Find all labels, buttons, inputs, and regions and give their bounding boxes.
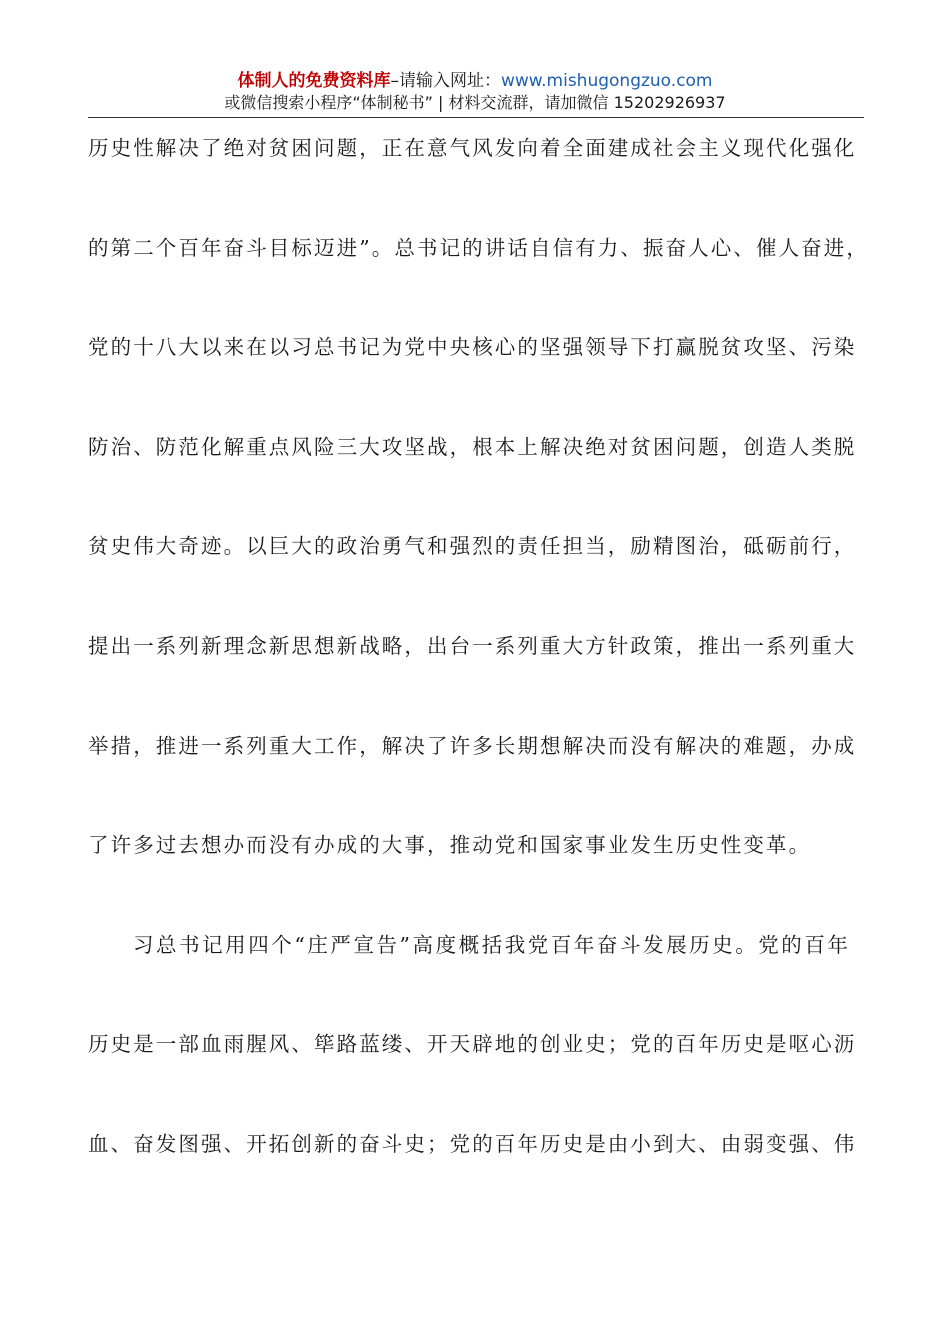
body-line-9-paragraph-start: 习总书记用四个“庄严宣告”高度概括我党百年奋斗发展历史。党的百年	[133, 932, 850, 957]
url-prompt: –请输入网址：	[390, 71, 501, 91]
body-text	[88, 126, 869, 1222]
site-name: 体制人的免费资料库	[237, 71, 391, 91]
body-line-2: 的第二个百年奋斗目标迈进”。总书记的讲话自信有力、振奋人心、催人奋进，	[88, 235, 869, 260]
body-line-6: 提出一系列新理念新思想新战略，出台一系列重大方针政策，推出一系列重大	[88, 633, 857, 658]
page-header	[0, 70, 950, 114]
header-divider	[88, 117, 864, 118]
body-line-4: 防治、防范化解重点风险三大攻坚战，根本上解决绝对贫困问题，创造人类脱	[88, 434, 857, 459]
header-contact-line: 或微信搜索小程序“体制秘书” | 材料交流群，请加微信 15202926937	[224, 93, 726, 112]
body-line-7: 举措，推进一系列重大工作，解决了许多长期想解决而没有解决的难题，办成	[88, 733, 857, 758]
site-url-link[interactable]: www.mishugongzuo.com	[500, 71, 713, 91]
header-promo-line	[0, 70, 950, 92]
body-line-1: 历史性解决了绝对贫困问题，正在意气风发向着全面建成社会主义现代化强化	[88, 136, 857, 160]
body-line-5: 贫史伟大奇迹。以巨大的政治勇气和强烈的责任担当，励精图治，砥砺前行，	[88, 534, 857, 559]
body-line-11: 血、奋发图强、开拓创新的奋斗史；党的百年历史是由小到大、由弱变强、伟	[88, 1131, 857, 1156]
body-line-8-paragraph-end: 了许多过去想办而没有办成的大事，推动党和国家事业发生历史性变革。	[88, 833, 812, 858]
body-line-3: 党的十八大以来在以习总书记为党中央核心的坚强领导下打赢脱贫攻坚、污染	[88, 335, 857, 360]
body-line-10: 历史是一部血雨腥风、筚路蓝缕、开天辟地的创业史；党的百年历史是呕心沥	[88, 1032, 857, 1057]
